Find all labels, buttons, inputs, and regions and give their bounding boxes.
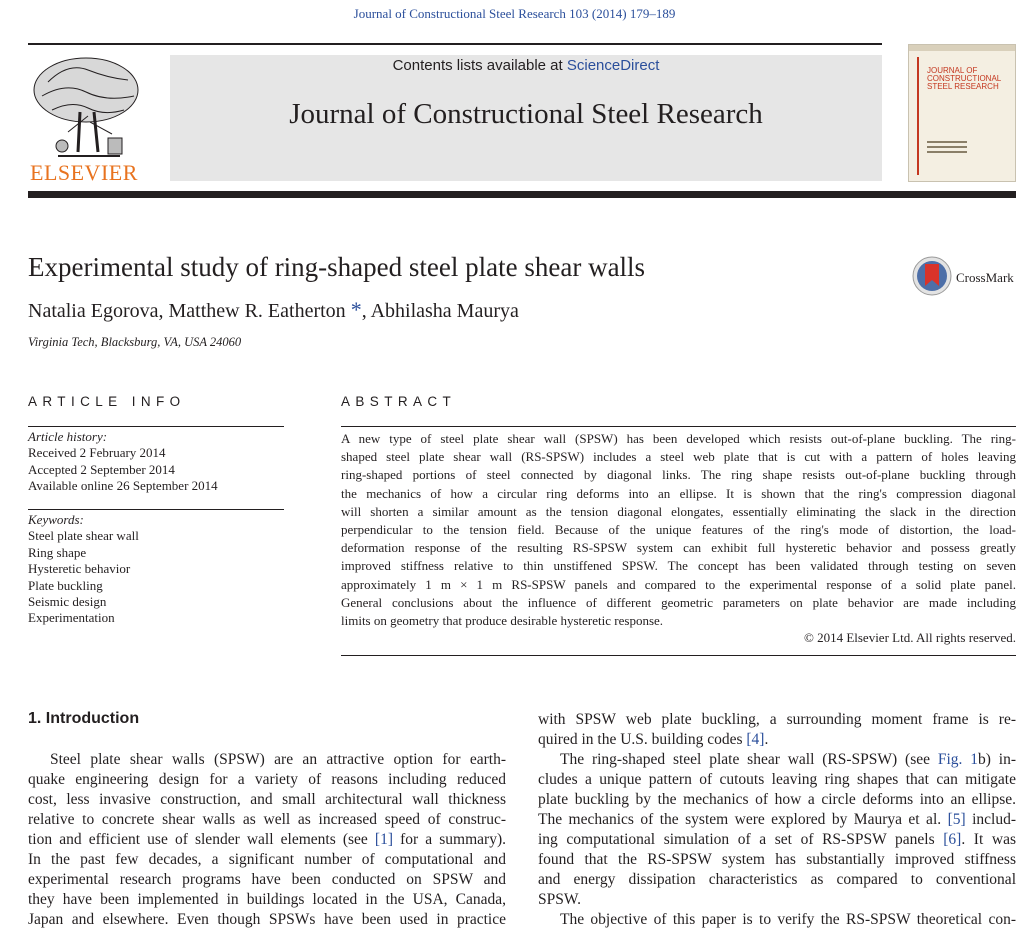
history-received: Received 2 February 2014 xyxy=(28,445,166,461)
body-line: found that the RS-SPSW system has substantially improved stiffness xyxy=(538,851,1016,868)
keyword-item: Hysteretic behavior xyxy=(28,561,131,577)
keyword-list xyxy=(28,512,139,627)
body-line xyxy=(28,830,506,850)
body-column-right xyxy=(538,710,1016,930)
figure-link-1[interactable]: Fig. 1 xyxy=(937,751,979,768)
body-line: Japan and elsewhere. Even though SPSWs have been used in practice xyxy=(28,911,506,928)
journal-cover-thumbnail[interactable] xyxy=(908,44,1016,182)
abstract-line: deformation response of the resulting RS-SPSW system can exhibit full hysteretic behavior and possess greatly xyxy=(341,540,1016,556)
cover-side-bar xyxy=(917,57,919,175)
body-line: cost, less invasive construction, and small architectural wall thickness xyxy=(28,791,506,808)
masthead-thick-rule xyxy=(28,191,1016,198)
authors-after: , Abhilasha Maurya xyxy=(361,300,519,322)
body-line-text: . xyxy=(764,731,769,748)
copyright-notice: © 2014 Elsevier Ltd. All rights reserved. xyxy=(803,630,1016,645)
keyword-item: Ring shape xyxy=(28,544,87,560)
body-line-text: b) in- xyxy=(978,751,1016,768)
abstract-text xyxy=(341,430,1016,630)
authors-before: Natalia Egorova, Matthew R. Eatherton xyxy=(28,300,351,322)
reference-link-5[interactable]: [5] xyxy=(947,811,966,828)
abstract-line: perpendicular to the tension field. Because of the unique features of the ring's mode of distortion, the load- xyxy=(341,522,1016,538)
abstract-line: A new type of steel plate shear wall (SPSW) has been developed which resists out-of-plane buckling. The ring- xyxy=(341,431,1016,446)
history-label: Article history: xyxy=(28,429,108,444)
keywords-label: Keywords: xyxy=(28,512,84,527)
history-online: Available online 26 September 2014 xyxy=(28,478,218,494)
history-accepted: Accepted 2 September 2014 xyxy=(28,461,175,477)
body-line: The objective of this paper is to verify the RS-SPSW theoretical con- xyxy=(560,911,1016,928)
body-line: experimental research programs have been conducted on SPSW and xyxy=(28,871,506,888)
article-history xyxy=(28,429,218,495)
crossmark-badge[interactable] xyxy=(912,256,1022,300)
article-info-heading: ARTICLE INFO xyxy=(28,394,186,409)
body-line: and energy dissipation characteristics as compared to conventional xyxy=(538,871,1016,888)
abstract-line: the mechanics of how a circular ring deforms into an ellipse. It is shown that the ring's compression diagonal xyxy=(341,485,1016,501)
section-heading-introduction: 1. Introduction xyxy=(28,710,140,727)
reference-link-4[interactable]: [4] xyxy=(746,731,765,748)
body-line: with SPSW web plate buckling, a surrounding moment frame is re- xyxy=(538,711,1016,728)
article-info-rule xyxy=(28,426,284,427)
abstract-line: approximately 1 m × 1 m RS-SPSW panels and compared to the experimental response of a solid plate panel. xyxy=(341,576,1016,592)
body-column-left xyxy=(28,750,506,930)
body-line-text: ing computational simulation of a set of RS-SPSW panels xyxy=(538,831,944,848)
abstract-bottom-rule xyxy=(341,655,1016,656)
keyword-item: Steel plate shear wall xyxy=(28,528,139,544)
abstract-line: shaped steel plate shear wall (RS-SPSW) includes a steel web plate that is cut with a pattern of holes leaving xyxy=(341,449,1016,465)
sciencedirect-link[interactable]: ScienceDirect xyxy=(566,57,660,74)
header-rule xyxy=(28,43,882,45)
abstract-line: ring-shaped portions of steel connected by diagonal links. The ring shape resists out-of-plane buckling through xyxy=(341,467,1016,483)
publisher-wordmark: ELSEVIER xyxy=(30,160,138,185)
abstract-heading: ABSTRACT xyxy=(341,394,457,409)
crossmark-icon xyxy=(912,256,952,296)
body-line xyxy=(538,810,1016,830)
body-line-text: The mechanics of the system were explored by Maurya et al. xyxy=(538,811,948,828)
body-line: cludes a unique pattern of cutouts leaving ring shapes that can mitigate xyxy=(538,771,1016,788)
body-line xyxy=(538,750,1016,770)
cover-editor-lines xyxy=(927,141,967,156)
cover-title: JOURNAL OF CONSTRUCTIONAL STEEL RESEARCH xyxy=(927,66,1001,91)
crossmark-label: CrossMark xyxy=(956,270,1014,285)
body-line-text: tion and efficient use of slender wall elements (see xyxy=(28,831,375,848)
corresponding-author-mark[interactable]: * xyxy=(350,297,362,322)
body-line: they have been implemented in buildings located in the USA, Canada, xyxy=(28,891,506,908)
body-line: In the past few decades, a significant number of computational and xyxy=(28,851,506,868)
affiliation: Virginia Tech, Blacksburg, VA, USA 24060 xyxy=(28,335,242,349)
body-line-text: includ- xyxy=(965,811,1016,828)
journal-title[interactable]: Journal of Constructional Steel Research xyxy=(289,98,763,130)
body-line: SPSW. xyxy=(538,891,581,908)
keyword-item: Plate buckling xyxy=(28,577,103,593)
cover-band xyxy=(909,45,1015,51)
keyword-item: Seismic design xyxy=(28,594,107,610)
keyword-item: Experimentation xyxy=(28,610,115,626)
body-line-text: The ring-shaped steel plate shear wall (RS-SPSW) (see xyxy=(560,751,938,768)
paper-title: Experimental study of ring-shaped steel plate shear walls xyxy=(28,252,646,282)
contents-line xyxy=(170,57,882,74)
abstract-line: General conclusions about the influence of different geometric parameters on plate behavior are made including xyxy=(341,594,1016,610)
abstract-line: improved stiffness relative to thin unstiffened SPSW. The concept has been validated through testing on seven xyxy=(341,558,1016,574)
body-line xyxy=(538,830,1016,850)
abstract-line: will shorten a similar amount as the tension diagonal elongates, essentially eliminating the slack in the direction xyxy=(341,503,1016,519)
journal-citation[interactable]: Journal of Constructional Steel Research 103 (2014) 179–189 xyxy=(353,6,676,21)
contents-prefix: Contents lists available at xyxy=(392,57,567,74)
abstract-line: limits on geometry that produce desirable hysteretic response. xyxy=(341,613,664,629)
body-line: Steel plate shear walls (SPSW) are an attractive option for earth- xyxy=(50,751,506,768)
body-line: relative to concrete shear walls as well as increased speed of construc- xyxy=(28,811,506,828)
body-line xyxy=(538,730,1016,750)
body-line-text: quired in the U.S. building codes xyxy=(538,731,747,748)
abstract-rule xyxy=(341,426,1016,427)
reference-link-6[interactable]: [6] xyxy=(943,831,962,848)
keywords-rule xyxy=(28,509,284,510)
body-line-text: for a summary). xyxy=(392,831,506,848)
author-list xyxy=(28,297,519,323)
reference-link-1[interactable]: [1] xyxy=(374,831,393,848)
body-line: plate buckling by the mechanics of how a circle deforms into an ellipse. xyxy=(538,791,1016,808)
body-line: quake engineering design for a variety of reasons including reduced xyxy=(28,771,506,788)
body-line-text: . It was xyxy=(961,831,1016,848)
